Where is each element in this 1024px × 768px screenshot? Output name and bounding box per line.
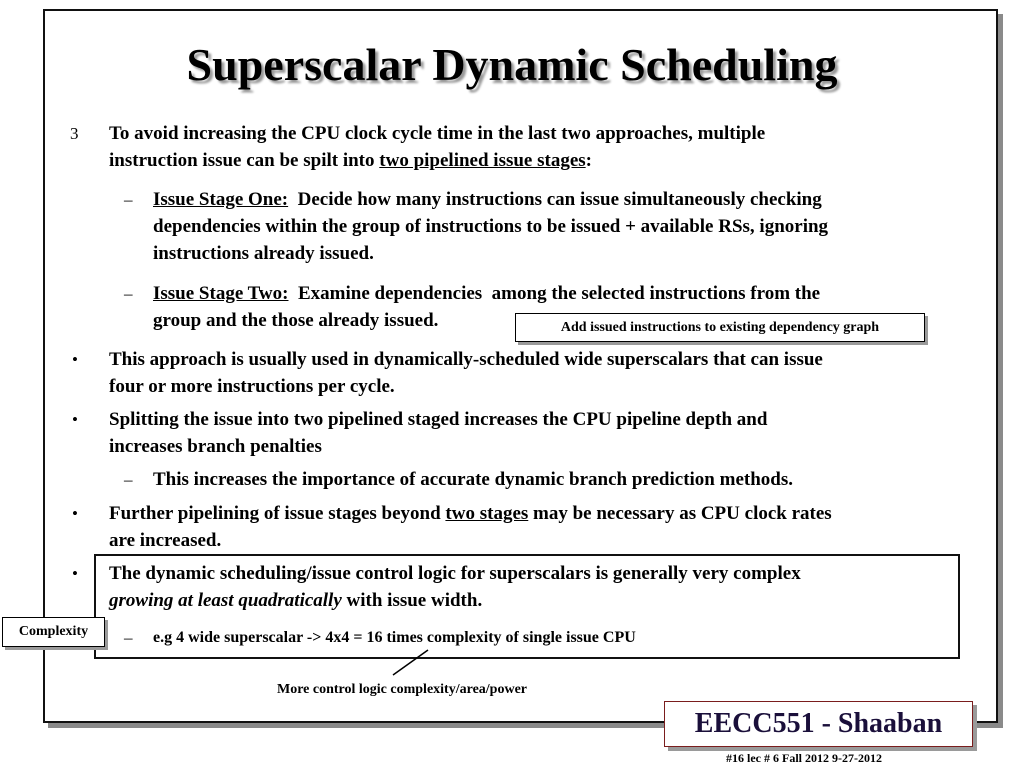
bullet-approach-line2: four or more instructions per cycle. xyxy=(109,376,395,397)
item3-line2 xyxy=(109,147,592,174)
bullet-complex-line2 xyxy=(109,587,482,614)
bullet-split-sub-dash: – xyxy=(124,470,133,489)
item-number: 3 xyxy=(70,124,79,143)
slide-title: Superscalar Dynamic Scheduling xyxy=(186,39,838,90)
item3-line2-post: : xyxy=(585,150,592,171)
bullet-further-line2: are increased. xyxy=(109,530,222,551)
stage-two-label: Issue Stage Two: xyxy=(153,283,289,304)
stage-two-text1: Examine dependencies among the selected instructions from the xyxy=(288,283,821,304)
bullet-complex-sub-dash: – xyxy=(124,628,133,647)
bullet-split-line1: Splitting the issue into two pipelined staged increases the CPU pipeline depth and xyxy=(109,409,768,430)
bullet-further-emphasis: two stages xyxy=(445,503,529,524)
stage-one-label: Issue Stage One: xyxy=(153,189,289,210)
pointer-line-icon xyxy=(390,648,430,678)
bullet-further-pre: Further pipelining of issue stages beyond xyxy=(109,503,446,524)
dependency-callout: Add issued instructions to existing dependency graph xyxy=(515,313,925,342)
stage-two-line2: group and the those already issued. xyxy=(153,310,439,331)
bullet-further-post: may be necessary as CPU clock rates xyxy=(528,503,832,524)
stage-one-line1 xyxy=(153,186,822,213)
complexity-tag: Complexity xyxy=(2,617,105,647)
bullet-complex-line1: The dynamic scheduling/issue control logic for superscalars is generally very complex xyxy=(109,563,801,584)
bullet-complex-italic: growing at least quadratically xyxy=(109,590,342,611)
stage-one-line3: instructions already issued. xyxy=(153,243,374,264)
item3-line1: To avoid increasing the CPU clock cycle time in the last two approaches, multiple xyxy=(109,123,766,144)
bullet-complex-marker: • xyxy=(72,564,78,583)
stage-one-line2: dependencies within the group of instructions to be issued + available RSs, ignoring xyxy=(153,216,829,237)
bullet-complex-sub: e.g 4 wide superscalar -> 4x4 = 16 times complexity of single issue CPU xyxy=(153,629,636,646)
item3-emphasis: two pipelined issue stages xyxy=(379,150,586,171)
stage-one-text1: Decide how many instructions can issue simultaneously checking xyxy=(288,189,822,210)
bullet-complex-post: with issue width. xyxy=(341,590,483,611)
slide-footer: #16 lec # 6 Fall 2012 9-27-2012 xyxy=(726,751,882,765)
bullet-split-sub: This increases the importance of accurate dynamic branch prediction methods. xyxy=(153,469,793,490)
bullet-further-marker: • xyxy=(72,504,78,523)
bullet-split-line2: increases branch penalties xyxy=(109,436,322,457)
bullet-approach-marker: • xyxy=(72,350,78,369)
stage-two-line1 xyxy=(153,280,820,307)
course-brand: EECC551 - Shaaban xyxy=(664,701,973,747)
control-logic-note: More control logic complexity/area/power xyxy=(277,682,527,697)
bullet-further-line1 xyxy=(109,500,832,527)
bullet-approach-line1: This approach is usually used in dynamically-scheduled wide superscalars that can issue xyxy=(109,349,823,370)
stage-one-dash: – xyxy=(124,190,133,209)
stage-two-dash: – xyxy=(124,284,133,303)
bullet-split-marker: • xyxy=(72,410,78,429)
item3-line2-pre: instruction issue can be spilt into xyxy=(109,150,380,171)
